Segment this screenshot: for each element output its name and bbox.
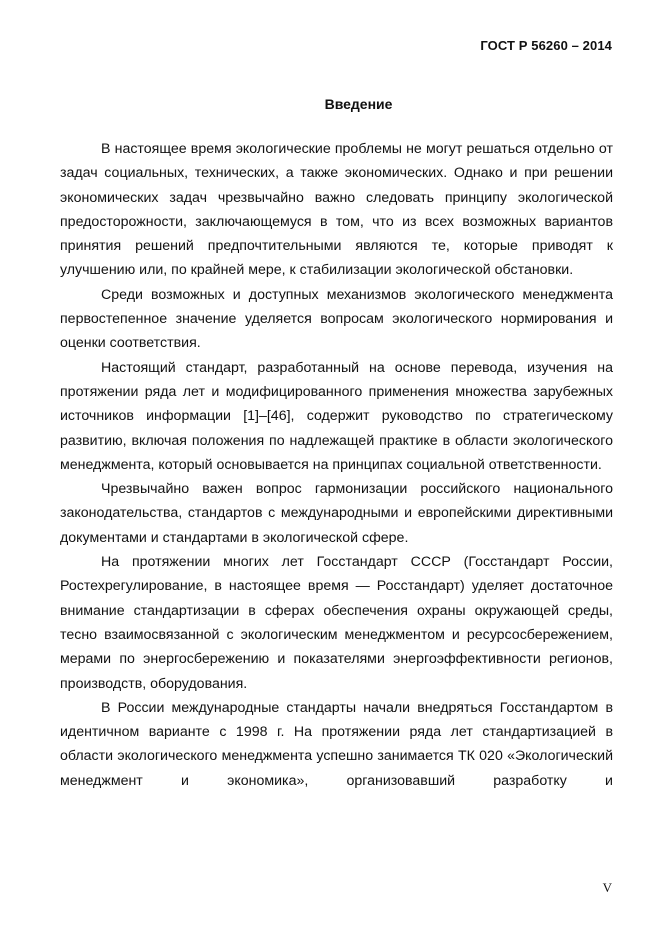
- page-number: V: [602, 880, 612, 895]
- paragraph: В России международные стандарты начали внедряться Госстандартом в идентичном варианте с 1998 г. На протяжении ряда лет стандартизацией в области экологического менеджмента успешно занимается ТК 020 «Экологический менеджмент и экономика», организовавший разработку и: [60, 699, 613, 789]
- paragraph: Чрезвычайно важен вопрос гармонизации российского национального законодательства, стандартов с международными и европейскими директивными документами и стандартами в экологической сфере.: [60, 481, 613, 546]
- paragraph: Настоящий стандарт, разработанный на основе перевода, изучения на протяжении ряда лет и модифицированного применения множества зарубежных источников информации [1]–[46], содержит руководство по стратегическому развитию, включая положения по надлежащей практике в области экологического менеджмента, который основывается на принципах социальной ответственности.: [60, 359, 613, 473]
- paragraph: В настоящее время экологические проблемы не могут решаться отдельно от задач социальных, технических, а также экономических. Однако и при решении экономических задач чрезвычайно важно следовать принципу экологической предосторожности, заключающемуся в том, что из всех возможных вариантов принятия решений предпочтительными являются те, которые приводят к улучшению или, по крайней мере, к стабилизации экологической обстановки.: [60, 141, 613, 279]
- document-body: [60, 137, 613, 793]
- section-title: Введение: [324, 96, 393, 112]
- paragraph: Среди возможных и доступных механизмов экологического менеджмента первостепенное значение уделяется вопросам экологического нормирования и оценки соответствия.: [60, 286, 613, 352]
- document-standard-code: ГОСТ Р 56260 – 2014: [480, 38, 612, 53]
- paragraph: На протяжении многих лет Госстандарт СССР (Госстандарт России, Ростехрегулирование, в настоящее время — Росстандарт) уделяет достаточное внимание стандартизации в сферах обеспечения охраны окружающей среды, тесно взаимосвязанной с экологическим менеджментом и ресурсосбережением, мерами по энергосбережению и показателями энергоэффективности регионов, производств, оборудования.: [60, 554, 613, 692]
